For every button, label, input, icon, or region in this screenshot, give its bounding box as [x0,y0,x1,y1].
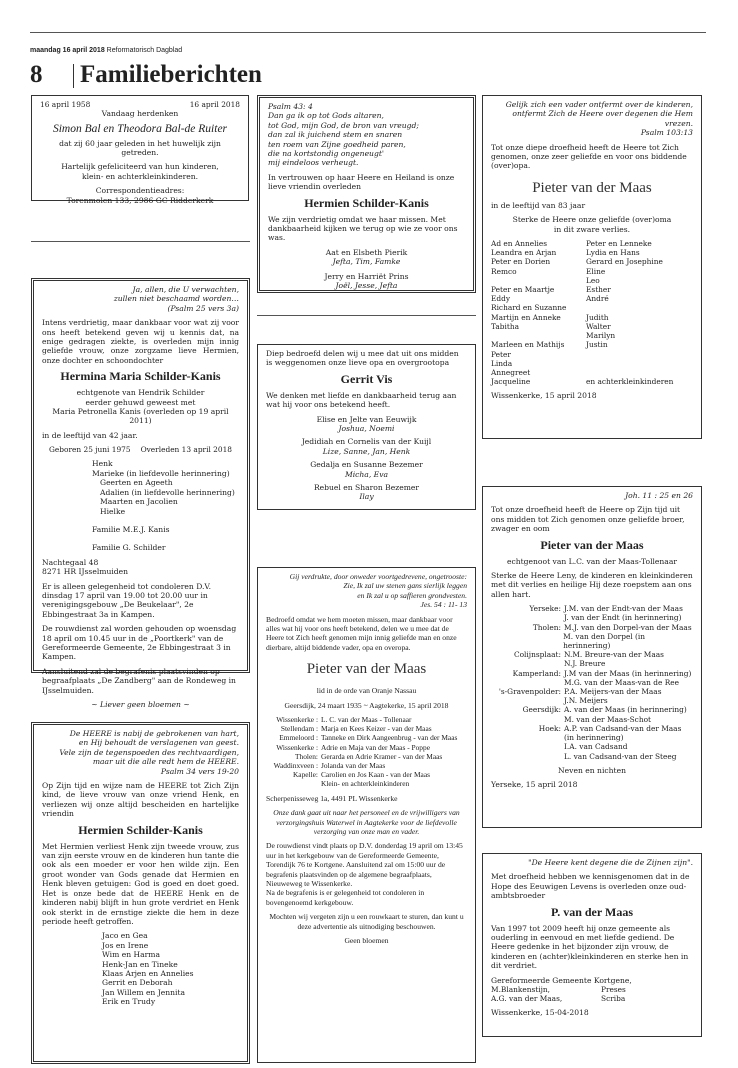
top-rule [30,32,706,33]
place-label [491,733,564,742]
dates: Geersdijk, 24 maart 1935 ~ Aagtekerke, 15 april 2018 [284,700,449,710]
family-member: Gerarda en Adrie Kramer - van der Maas [321,751,443,761]
family-member: Esther [586,285,611,295]
family-row [491,350,693,359]
footer-note: ~ Liever geen bloemen ~ [91,700,190,710]
obituary-ad-friends-2 [31,722,250,1064]
family-member: Peter en Dorien [491,257,551,267]
text: Van 1997 tot 2009 heeft hij onze gemeente als ouderling in eenvoud en met liefde gediend. De Heere gedenke in het bijzonder zijn vrouw, de kinderen en (achter)kleinkinderen en sterke hen in dit verdriet. [491,923,689,971]
family-member: Gerard en Josephine [586,257,663,267]
obituary-ad-sibling [482,486,702,828]
verse-line: "De Heere kent degene die de Zijnen zijn". [528,858,693,867]
family-member: Hielke [100,506,126,516]
deceased-name: Hermien Schilder-Kanis [304,195,429,210]
family-member [92,534,239,543]
family-row [491,696,693,705]
family-member: Peter en Lenneke [586,239,652,249]
signature: Gedalja en Susanne Bezemer [310,460,423,470]
family-member: J. van der Endt (in herinnering) [564,613,682,623]
verse-line: Dan ga ik op tot Gods altaren, [268,111,384,121]
family-member: Jacqueline [491,377,531,387]
signature: Gerrit en Deborah [102,978,173,988]
family-member: Richard en Suzanne [491,303,567,313]
obituary-ad-family [482,95,702,439]
family-member: Leo [586,275,600,285]
family-row [491,733,693,742]
text: Na de begrafenis is er gelegenheid tot condoleren in bovengenoemd kerkgebouw. [266,888,425,907]
signature: Jefta, Tim, Famke [332,257,401,267]
died: Overleden 13 april 2018 [140,445,232,455]
place-label [491,715,564,724]
verse-line: en Hij behoudt de verslagenen van geest. [78,738,239,748]
family-member: Geerten en Ageeth [100,478,173,488]
footer-note: Geen bloemen [344,935,389,945]
place-label: Kapelle: [292,770,318,780]
obituary-ad-grandchildren [257,344,476,510]
family-member: M.G. van der Maas-van de Ree [564,677,680,687]
text: We denken met liefde en dankbaarheid terug aan wat hij voor ons betekend heeft. [266,390,457,410]
family-member: M. van den Dorpel (in herinnering) [563,631,646,651]
text: lid in de orde van Oranje Nassau [316,686,417,696]
verse-line: Psalm 43: 4 [268,102,313,111]
text: Gereformeerde Gemeente Kortgene, [491,975,632,985]
family-row [491,659,693,668]
family-member: Jolanda van der Maas [321,761,386,771]
family-member: Justin [586,340,608,350]
deceased-name: Hermien Schilder-Kanis [78,822,203,837]
family-member: J.M. van der Endt-van der Maas [564,604,683,614]
family-member: Klein- en achterkleinkinderen [321,779,410,789]
verse-line: dan zal ik juichend stem en snaren [268,130,403,140]
text: Onze dank gaat uit naar het personeel en de vrijwilligers van verzorgingshuis Waterwel in Aagtekerke voor de liefdevolle verzorging van onze man en vader. [273,808,460,836]
family-row [491,623,693,632]
obituary-ad-wife [257,567,476,1063]
family-member: (in herinnering) [564,733,624,743]
signature: Rebuel en Sharon Bezemer [313,483,420,493]
verse-line: ontfermt Zich de Heere over degenen die Hem vrezen. [512,109,693,128]
rule [257,315,476,316]
signature: Wim en Harma [102,950,161,960]
family-row [266,743,467,752]
intro: Tot onze diepe droefheid heeft de Heere tot Zich genomen, onze zeer geliefde en voor ons biddende (over)opa. [491,142,687,171]
text: Er is alleen gelegenheid tot condoleren D.V. dinsdag 17 april van 19.00 tot 20.00 uur in verenigingsgebouw „De Beukelaar", 2e Ebbingestraat 3a in Kampen. [42,581,212,619]
verse-line: ten roem van Zijne goedheid paren, [268,139,406,149]
signatures [42,931,239,1006]
family-member: Lydia en Hans [586,248,640,258]
family-row [491,294,693,303]
signature-role: Scriba [601,994,626,1004]
text: Correspondentieadres: [95,186,185,196]
verse-line: Gelijk zich een vader ontfermt over de kinderen, [505,100,693,109]
text: in dit zware verlies. [553,224,631,234]
address: 8271 HR IJsselmuiden [42,567,129,577]
verse-line: Jes. 54 : 11- 13 [420,600,467,610]
family-row [491,313,693,322]
signature: Ilay [359,492,374,502]
intro: Intens verdrietig, maar dankbaar voor wat zij voor ons heeft betekend geven wij u kennis dat, na enige gedragen ziekte, is overleden mijn innig geliefde vrouw, onze zorgzame lieve Hermien, onze dochter en schoondochter [42,318,239,365]
intro: In vertrouwen op haar Heere en Heiland is onze lieve vriendin overleden [268,172,455,192]
place-date: Wissenkerke, 15-04-2018 [491,1008,589,1018]
family-row [266,715,467,724]
family-member: A. van der Maas (in herinnering) [564,705,687,715]
signature: Jerry en Harriët Prins [324,271,409,281]
text: De rouwdienst vindt plaats op D.V. donderdag 19 april om 13:45 uur in het kerkgebouw van de Gereformeerde Gemeente, Torendijk 76 te Kortgene. Aansluitend zal om 15:00 uur de begrafenis plaatsvinden op de algemene begraafplaats, Nieuweweg te Wissenkerke. [266,841,463,888]
place-date: Yerseke, 15 april 2018 [491,780,578,790]
family-member: Leandra en Arjan [491,248,557,258]
place-label: Kamperland: [512,668,561,678]
rule [31,241,250,242]
signature: Jos en Irene [102,940,149,950]
signature: Elise en Jelte van Eeuwijk [316,414,417,424]
family-row [491,377,693,386]
family-member: L. C. van der Maas - Tollenaar [321,715,412,725]
place-label: Yerseke: [529,604,561,614]
family-member: Walter [586,321,611,331]
family-row [491,340,693,349]
text: Hartelijk gefeliciteerd van hun kinderen, [61,162,219,172]
text: Neven en nichten [558,765,626,775]
obituary-ad-main [31,278,250,710]
family-row [491,239,693,248]
family-member: I.A. van Cadsand [564,742,628,752]
family-member: Ad en Annelies [491,239,548,249]
family-row [491,257,693,266]
signature: A.G. van der Maas, [491,994,563,1004]
verse-line: Joh. 11 : 25 en 26 [625,491,693,500]
family-member: Judith [586,312,609,322]
signature: Henk-Jan en Tineke [102,959,178,969]
place-label [266,779,321,788]
verse-line: (Psalm 25 vers 3a) [167,303,239,313]
masthead [30,47,182,54]
verse-line: en Ik zal u op saffieren grondvesten. [357,590,467,600]
verse-line: mij eindeloos verheugt. [268,158,359,168]
family-member: Eline [586,266,606,276]
text: Sterke de Heere Leny, de kinderen en kleinkinderen met dit verlies en heilige Hij deze roepstem aan ons allen hart. [491,571,693,599]
intro: Met droefheid hebben we kennisgenomen dat in de Hope des Eeuwigen Levens is overleden onze oud-ambtsbroeder [491,872,690,901]
family-list [491,604,693,760]
family-row [491,742,693,751]
family-row [491,715,693,724]
family-row [491,331,693,340]
place-label: Hoek: [538,723,561,733]
place-label [491,752,564,761]
family-member [92,516,239,525]
verse-line: tot God, mijn God, de bron van vreugd; [268,120,419,130]
family-member: Maarten en Jacolien [100,497,178,507]
place-label: Wissenkerke : [276,742,318,752]
place-label: 's-Gravenpolder: [498,687,561,697]
family-row [491,248,693,257]
age: in de leeftijd van 42 jaar. [42,430,138,440]
family-member [491,331,586,340]
text: echtgenote van Hendrik Schilder [76,388,205,398]
family-list [42,459,239,552]
intro: Op Zijn tijd en wijze nam de HEERE tot Zich Zijn kind, de lieve vrouw van onze vriend Henk, en verliezen wij onze altijd bescheiden en hartelijke vriendin [42,781,239,819]
family-row [266,770,467,779]
place-label [491,742,564,751]
signature: Jedidiah en Cornelis van der Kuijl [301,437,432,447]
verse-line: zullen niet beschaamd worden… [113,294,239,304]
family-row [491,678,693,687]
family-row [491,669,693,678]
deceased-name: P. van der Maas [550,904,633,919]
family-list [491,239,693,386]
place-label [491,696,564,705]
verse-line: Zie, Ik zal uw stenen gans sierlijk leggen [343,581,467,591]
place-label: Geersdijk: [522,705,561,715]
family-member: Martijn en Anneke [491,312,561,322]
verse-line: Vele zijn de tegenspoeden des rechtvaardigen, [59,747,239,757]
text: klein- en achterkleinkinderen. [81,171,199,181]
family-member: Marieke (in liefdevolle herinnering) [92,468,230,478]
family-member: Peter en Maartje [491,285,555,295]
family-member: Remco [491,266,517,276]
place-date: Wissenkerke, 15 april 2018 [491,391,597,401]
family-row [491,724,693,733]
place-label: Waddinxveen : [273,761,318,771]
family-member: Tabitha [491,321,519,331]
family-member: Eddy [491,294,511,304]
section-title: Familieberichten [80,61,262,88]
family-row [266,779,467,788]
address: Nachtegaal 48 [42,557,99,567]
family-row [491,322,693,331]
place-label: Wissenkerke : [276,715,318,725]
signature: Joël, Jesse, Jefta [335,281,398,291]
signature-role: Preses [601,985,626,995]
born: Geboren 25 juni 1975 [49,445,131,455]
family-member: en achterkleinkinderen [586,377,674,387]
signature: Aat en Elsbeth Pierik [325,247,408,257]
place-label: Stellendam : [280,724,318,734]
family-member: Adalien (in liefdevolle herinnering) [100,487,235,497]
text: Aansluitend zal de begrafenis plaatsvinden op begraafplaats „De Zandberg" aan de Rondeweg in IJsselmuiden. [42,666,236,695]
signature: Erik en Trudy [102,997,156,1007]
text: Maria Petronella Kanis (overleden op 19 april 2011) [52,407,229,426]
family-member: Linda [491,358,513,368]
deceased-name: Pieter van der Maas [306,661,427,678]
verse-line: Ja, allen, die U verwachten, [132,285,239,294]
family-member: N.M. Breure-van der Maas [564,650,664,660]
anniversary-ad [31,95,249,205]
family-row [491,613,693,622]
family-member: Carolien en Jos Kaan - van der Maas [321,770,430,780]
verse-line: die na kortstondig ongeneugt' [268,149,384,159]
obituary-ad-church [482,853,702,1037]
family-row [266,724,467,733]
family-row [491,650,693,659]
family-member: L. van Cadsand-van der Steeg [564,751,677,761]
deceased-name: Hermina Maria Schilder-Kanis [60,369,221,384]
intro: Bedroefd omdat we hem moeten missen, maar dankbaar voor alles wat hij voor ons heeft betekend, delen we u mee dat de Heere tot Zich heeft genomen mijn innig geliefde man en onze dierbare, altijd biddende vader, opa en overopa. [266,614,457,652]
signature: M.Blankenstijn, [491,985,551,995]
family-member: N.J. Breure [564,659,606,669]
family-row [491,604,693,613]
dateline: maandag 16 april 2018 [30,47,105,54]
text: We zijn verdrietig omdat we haar missen. Met dankbaarheid kijken we terug op wie ze voor ons was. [268,214,458,243]
date-right: 16 april 2018 [189,100,240,109]
text: eerder gehuwd geweest met [85,397,196,407]
place-label: Emmeloord : [279,733,318,743]
header-divider [73,64,74,88]
verse-line: maar uit die alle redt hem de HEERE. [92,757,239,767]
family-member: Marja en Kees Keizer - van der Maas [321,724,432,734]
intro: Diep bedroefd delen wij u mee dat uit ons midden is weggenomen onze lieve opa en overgrootopa [266,349,459,368]
age: in de leeftijd van 83 jaar [491,200,586,210]
place-label [491,632,563,650]
signatures [266,415,467,502]
family-row [491,687,693,696]
text: dat zij 60 jaar geleden in het huwelijk zijn getreden. [59,138,221,158]
family-member: A.P. van Cadsand-van der Maas [564,723,682,733]
text: Sterke de Heere onze geliefde (over)oma [512,215,672,225]
family-list [266,715,467,789]
family-member: Marleen en Mathijs [491,340,565,350]
family-member: Familie G. Schilder [92,543,166,553]
family-member: P.A. Meijers-van der Maas [564,687,662,697]
family-row [491,705,693,714]
family-row [491,752,693,761]
signature: Klaas Arjen en Annelies [102,968,194,978]
text: Mochten wij vergeten zijn u een rouwkaart te sturen, dan kunt u deze advertentie als uitnodiging beschouwen. [269,912,464,931]
family-member: J.M van der Maas (in herinnering) [564,668,692,678]
family-row [491,267,693,276]
verse-line: Gij verdrukte, door onweder voortgedrevene, ongetrooste: [289,572,467,581]
verse-line: De HEERE is nabij de gebrokenen van hart, [69,729,239,738]
family-member: M.J. van den Dorpel-van der Maas [564,622,692,632]
signature: Micha, Eva [344,469,389,479]
couple-names: Simon Bal en Theodora Bal-de Ruiter [52,122,228,135]
verse-line: Psalm 34 vers 19-20 [160,766,239,776]
family-row [491,303,693,312]
place-label: Tholen: [532,622,561,632]
place-label: Tholen: [295,751,318,761]
family-row [266,752,467,761]
family-row [491,368,693,377]
date-left: 16 april 1958 [40,100,91,109]
signature: Lize, Sanne, Jan, Henk [322,446,411,456]
verse-line: Psalm 103:13 [640,128,693,138]
signature: Jaco en Gea [102,931,148,941]
family-member: André [586,294,609,304]
obituary-ad-friends [257,95,476,293]
intro: Vandaag herdenken [101,109,179,119]
place-label: Colijnsplaat: [513,650,561,660]
family-member: Peter [491,349,511,359]
family-member: Annegreet [491,367,531,377]
deceased-name: Pieter van der Maas [532,179,652,196]
family-member: Marilyn [586,331,616,341]
signature: Joshua, Noemi [338,424,395,434]
family-row [491,276,693,285]
text: Met Hermien verliest Henk zijn tweede vrouw, zus van zijn eerste vrouw en de kinderen hun tante die ook als een moeder er voor hen wilde zijn. Een groot wonder van Gods genade dat Hermien en Henk bleven getuigen: God is goed en doet goed. Het is onze bede dat de HEERE Henk en de kinderen nabij blijft in hun grote verdriet en Henk ook sterkt in de ernstige ziekte die hem in deze periode heeft getroffen. [42,841,239,926]
family-member: Familie M.E.J. Kanis [92,524,170,534]
family-member: Tanneke en Dirk Aangeenbrug - van der Maas [321,733,458,743]
place-label [491,613,564,622]
deceased-name: Gerrit Vis [340,371,393,386]
family-row [266,733,467,742]
place-label [491,659,564,668]
intro: Tot onze droefheid heeft de Heere op Zijn tijd uit ons midden tot Zich genomen onze geliefde broer, zwager en oom [491,505,685,534]
family-member [491,276,586,285]
text: echtgenoot van L.C. van der Maas-Tollenaar [506,556,677,566]
family-row [266,761,467,770]
signature: Jan Willem en Jennita [102,987,186,997]
family-member: M. van der Maas-Schot [564,714,651,724]
text: Torenmolen 133, 2986 GC Ridderkerk [66,195,214,205]
paper-name: Reformatorisch Dagblad [106,47,183,54]
family-row [491,359,693,368]
family-member: Adrie en Maja van der Maas - Poppe [321,742,430,752]
place-label [491,678,564,687]
family-member: Henk [92,459,113,469]
family-row [491,632,693,650]
text: De rouwdienst zal worden gehouden op woensdag 18 april om 10.45 uur in de „Poortkerk" van de Gereformeerde Gemeente, 2e Ebbingestraat 3 in Kampen. [42,624,237,662]
page-number: 8 [30,61,43,88]
deceased-name: Pieter van der Maas [540,537,644,552]
family-row [491,285,693,294]
address: Scherpenisseweg 1a, 4491 PL Wissenkerke [266,793,398,803]
family-member: J.N. Meijers [564,696,608,706]
